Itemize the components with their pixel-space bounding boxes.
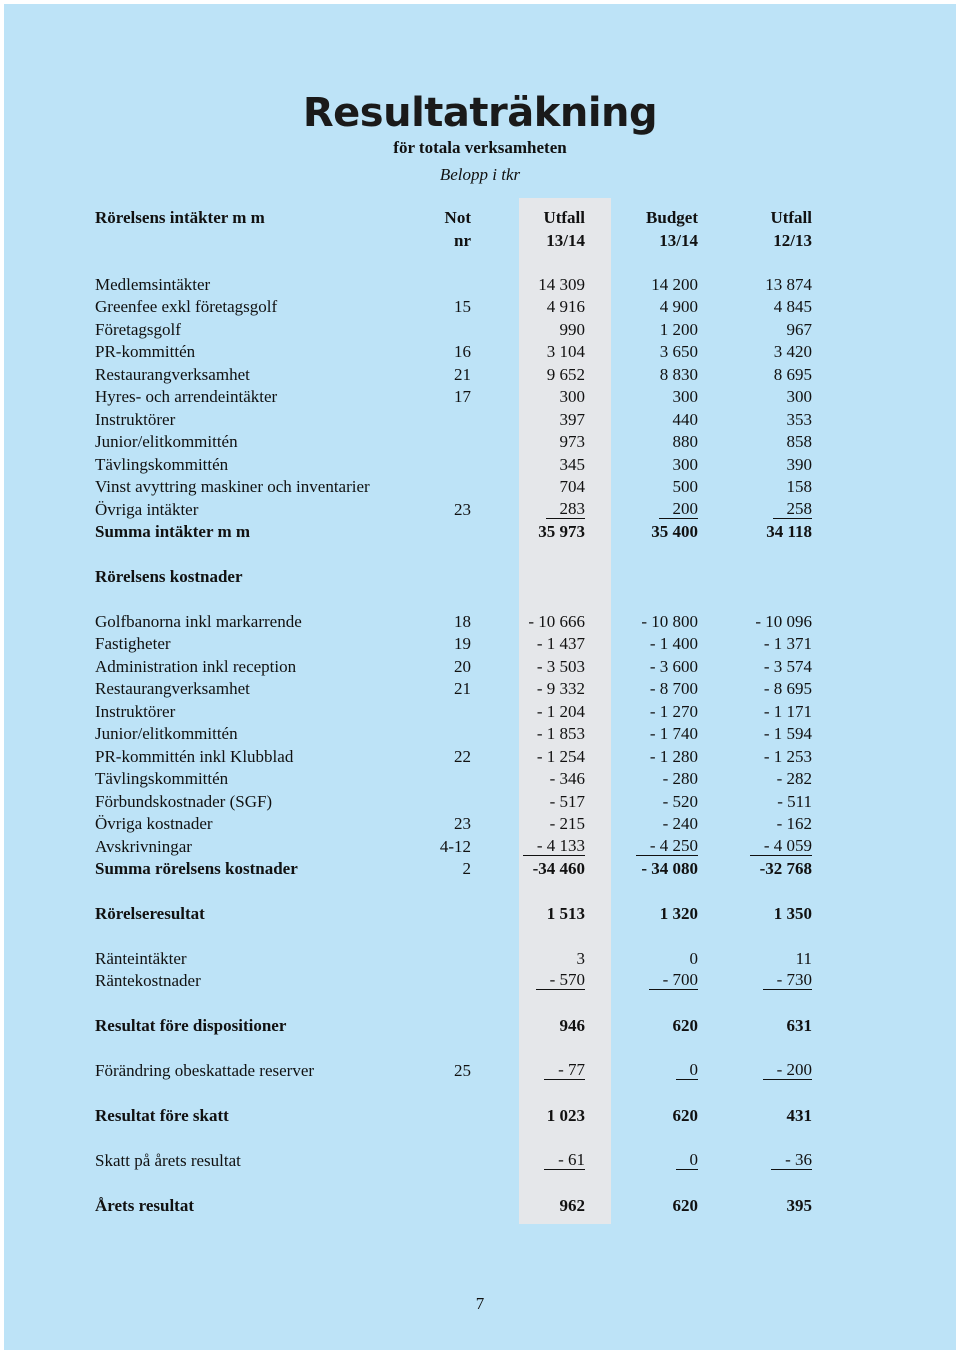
row-label: Årets resultat — [95, 1196, 194, 1215]
row-budget-1314: 0 — [676, 1060, 699, 1080]
row-label: Räntekostnader — [95, 971, 201, 990]
table-row — [4, 633, 956, 655]
row-utfall-1314: - 3 503 — [536, 657, 585, 676]
total-row-income — [4, 521, 956, 543]
row-budget-1314: - 3 600 — [649, 657, 698, 676]
row-label: PR-kommittén inkl Klubblad — [95, 747, 294, 766]
table-row — [4, 970, 956, 992]
row-utfall-1213: 11 — [795, 949, 812, 968]
row-utfall-1213: - 36 — [771, 1150, 812, 1170]
row-budget-1314: 14 200 — [651, 275, 698, 294]
table-row — [4, 813, 956, 835]
table-row — [4, 1060, 956, 1082]
row-utfall-1314: 14 309 — [538, 275, 585, 294]
section-heading-income: Rörelsens intäkter m m — [95, 208, 265, 227]
row-utfall-1213: - 282 — [776, 769, 812, 788]
row-note: 21 — [454, 365, 471, 384]
row-budget-1314: - 240 — [662, 814, 698, 833]
row-utfall-1314: - 61 — [544, 1150, 585, 1170]
row-label: Tävlingskommittén — [95, 769, 229, 788]
table-row — [4, 296, 956, 318]
table-row — [4, 499, 956, 521]
row-utfall-1314: - 1 437 — [536, 634, 585, 653]
header-col2-period: 13/14 — [659, 231, 698, 250]
page-number: 7 — [475, 1294, 485, 1313]
row-utfall-1314: 35 973 — [538, 522, 585, 541]
row-utfall-1314: 3 104 — [546, 342, 585, 361]
row-label: Ränteintäkter — [95, 949, 187, 968]
row-utfall-1213: - 511 — [777, 792, 812, 811]
row-label: Skatt på årets resultat — [95, 1151, 241, 1170]
table-row — [4, 386, 956, 408]
row-utfall-1314: 704 — [559, 477, 585, 496]
row-note: 4-12 — [439, 837, 471, 856]
section-heading-label: Rörelsens kostnader — [95, 567, 243, 586]
row-utfall-1314: 283 — [546, 499, 586, 519]
result-before-appropriations-row — [4, 1015, 956, 1037]
row-budget-1314: 4 900 — [659, 297, 698, 316]
row-label: Summa rörelsens kostnader — [95, 859, 298, 878]
table-row — [4, 836, 956, 858]
table-row — [4, 611, 956, 633]
section-heading-costs — [4, 566, 956, 588]
row-budget-1314: 1 320 — [659, 904, 698, 923]
row-utfall-1213: - 10 096 — [755, 612, 812, 631]
row-utfall-1314: - 346 — [549, 769, 585, 788]
row-budget-1314: - 1 740 — [649, 724, 698, 743]
row-label: Tävlingskommittén — [95, 455, 229, 474]
row-note: 20 — [454, 657, 471, 676]
row-budget-1314: 620 — [672, 1016, 698, 1035]
row-utfall-1213: 4 845 — [773, 297, 812, 316]
row-label: Hyres- och arrendeintäkter — [95, 387, 278, 406]
row-label: Företagsgolf — [95, 320, 181, 339]
row-utfall-1314: - 517 — [549, 792, 585, 811]
row-utfall-1314: 1 023 — [546, 1106, 585, 1125]
row-budget-1314: 35 400 — [651, 522, 698, 541]
row-budget-1314: - 10 800 — [641, 612, 698, 631]
row-label: Medlemsintäkter — [95, 275, 211, 294]
total-row-costs — [4, 858, 956, 880]
row-label: PR-kommittén — [95, 342, 196, 361]
row-utfall-1213: 858 — [786, 432, 812, 451]
row-budget-1314: 440 — [672, 410, 698, 429]
table-row — [4, 948, 956, 970]
row-note: 15 — [454, 297, 471, 316]
row-utfall-1314: 9 652 — [546, 365, 585, 384]
row-budget-1314: 1 200 — [659, 320, 698, 339]
table-row — [4, 431, 956, 453]
row-utfall-1213: - 4 059 — [750, 836, 812, 856]
row-utfall-1314: - 215 — [549, 814, 585, 833]
row-label: Rörelseresultat — [95, 904, 205, 923]
row-utfall-1213: - 1 253 — [763, 747, 812, 766]
row-budget-1314: - 8 700 — [649, 679, 698, 698]
row-label: Förändring obeskattade reserver — [95, 1061, 315, 1080]
row-budget-1314: - 4 250 — [636, 836, 698, 856]
row-utfall-1314: 973 — [559, 432, 585, 451]
row-budget-1314: - 700 — [649, 970, 698, 990]
row-utfall-1213: 390 — [786, 455, 812, 474]
row-utfall-1213: - 162 — [776, 814, 812, 833]
page-subtitle: för totala verksamheten — [393, 138, 567, 157]
row-utfall-1213: 3 420 — [773, 342, 812, 361]
row-utfall-1314: 946 — [559, 1016, 585, 1035]
row-budget-1314: 300 — [672, 455, 698, 474]
row-utfall-1213: 967 — [786, 320, 812, 339]
table-row — [4, 274, 956, 296]
row-budget-1314: 0 — [689, 949, 698, 968]
row-note: 19 — [454, 634, 471, 653]
result-before-tax-row — [4, 1105, 956, 1127]
column-header-row-2 — [4, 230, 956, 252]
row-label: Administration inkl reception — [95, 657, 297, 676]
row-budget-1314: 8 830 — [659, 365, 698, 384]
row-label: Förbundskostnader (SGF) — [95, 792, 273, 811]
row-utfall-1213: 353 — [786, 410, 812, 429]
row-utfall-1213: 158 — [786, 477, 812, 496]
row-label: Övriga intäkter — [95, 500, 199, 519]
column-header-row-1 — [4, 207, 956, 229]
row-utfall-1213: - 1 171 — [763, 702, 812, 721]
row-utfall-1213: - 1 371 — [763, 634, 812, 653]
row-utfall-1213: - 8 695 — [763, 679, 812, 698]
row-label: Fastigheter — [95, 634, 171, 653]
row-utfall-1213: - 730 — [763, 970, 812, 990]
table-row — [4, 1150, 956, 1172]
row-note: 16 — [454, 342, 471, 361]
row-label: Restaurangverksamhet — [95, 365, 250, 384]
row-note: 25 — [454, 1061, 471, 1080]
row-utfall-1213: 258 — [773, 499, 813, 519]
row-utfall-1314: - 77 — [544, 1060, 585, 1080]
row-utfall-1314: 4 916 — [546, 297, 585, 316]
header-note: Not — [444, 208, 471, 227]
row-budget-1314: 200 — [659, 499, 699, 519]
row-budget-1314: - 1 280 — [649, 747, 698, 766]
row-utfall-1314: 345 — [559, 455, 585, 474]
row-label: Greenfee exkl företagsgolf — [95, 297, 278, 316]
header-note-nr: nr — [454, 231, 471, 250]
row-budget-1314: 620 — [672, 1106, 698, 1125]
row-budget-1314: - 34 080 — [641, 859, 698, 878]
table-row — [4, 476, 956, 498]
row-utfall-1213: 34 118 — [766, 522, 812, 541]
row-budget-1314: 300 — [672, 387, 698, 406]
page-title: Resultaträkning — [302, 90, 658, 136]
row-utfall-1314: 3 — [576, 949, 585, 968]
row-label: Golfbanorna inkl markarrende — [95, 612, 302, 631]
table-row — [4, 791, 956, 813]
row-utfall-1213: -32 768 — [759, 859, 812, 878]
row-note: 23 — [454, 814, 471, 833]
row-utfall-1314: 990 — [559, 320, 585, 339]
net-result-row — [4, 1195, 956, 1217]
row-utfall-1213: 8 695 — [773, 365, 812, 384]
row-utfall-1314: - 1 853 — [536, 724, 585, 743]
header-col3: Utfall — [770, 208, 812, 227]
row-utfall-1314: - 4 133 — [523, 836, 585, 856]
header-col1-period: 13/14 — [546, 231, 585, 250]
table-row — [4, 768, 956, 790]
row-utfall-1213: - 1 594 — [763, 724, 812, 743]
row-utfall-1314: - 1 204 — [536, 702, 585, 721]
row-budget-1314: - 280 — [662, 769, 698, 788]
row-budget-1314: - 1 270 — [649, 702, 698, 721]
table-row — [4, 656, 956, 678]
row-note: 2 — [462, 859, 471, 878]
row-utfall-1213: 431 — [786, 1106, 812, 1125]
row-utfall-1213: - 3 574 — [763, 657, 812, 676]
row-utfall-1213: 13 874 — [765, 275, 812, 294]
row-label: Restaurangverksamhet — [95, 679, 250, 698]
table-row — [4, 319, 956, 341]
row-label: Summa intäkter m m — [95, 522, 251, 541]
row-utfall-1314: - 570 — [536, 970, 585, 990]
row-utfall-1314: 962 — [559, 1196, 585, 1215]
row-budget-1314: 500 — [672, 477, 698, 496]
row-budget-1314: 880 — [672, 432, 698, 451]
row-budget-1314: 0 — [676, 1150, 699, 1170]
row-label: Avskrivningar — [95, 837, 192, 856]
row-note: 23 — [454, 500, 471, 519]
row-note: 21 — [454, 679, 471, 698]
row-utfall-1213: 1 350 — [773, 904, 812, 923]
row-label: Instruktörer — [95, 410, 176, 429]
row-utfall-1213: - 200 — [763, 1060, 812, 1080]
table-row — [4, 341, 956, 363]
table-row — [4, 454, 956, 476]
row-utfall-1314: - 10 666 — [528, 612, 585, 631]
amount-unit-note: Belopp i tkr — [439, 165, 521, 184]
row-label: Vinst avyttring maskiner och inventarier — [95, 477, 370, 496]
row-budget-1314: 620 — [672, 1196, 698, 1215]
row-utfall-1213: 631 — [786, 1016, 812, 1035]
row-note: 17 — [454, 387, 471, 406]
row-label: Resultat före skatt — [95, 1106, 229, 1125]
header-col1: Utfall — [543, 208, 585, 227]
row-utfall-1213: 300 — [786, 387, 812, 406]
table-row — [4, 746, 956, 768]
table-row — [4, 678, 956, 700]
row-utfall-1314: 1 513 — [546, 904, 585, 923]
row-note: 22 — [454, 747, 471, 766]
row-label: Instruktörer — [95, 702, 176, 721]
row-utfall-1314: - 9 332 — [536, 679, 585, 698]
row-utfall-1314: 300 — [559, 387, 585, 406]
document-page — [4, 4, 956, 1350]
row-budget-1314: - 520 — [662, 792, 698, 811]
operating-result-row — [4, 903, 956, 925]
row-label: Junior/elitkommittén — [95, 432, 238, 451]
row-budget-1314: 3 650 — [659, 342, 698, 361]
row-label: Junior/elitkommittén — [95, 724, 238, 743]
row-utfall-1314: - 1 254 — [536, 747, 585, 766]
row-label: Resultat före dispositioner — [95, 1016, 287, 1035]
table-row — [4, 364, 956, 386]
table-row — [4, 723, 956, 745]
header-col2: Budget — [646, 208, 698, 227]
table-row — [4, 701, 956, 723]
table-row — [4, 409, 956, 431]
header-col3-period: 12/13 — [773, 231, 812, 250]
row-utfall-1213: 395 — [786, 1196, 812, 1215]
row-utfall-1314: 397 — [559, 410, 585, 429]
row-budget-1314: - 1 400 — [649, 634, 698, 653]
row-utfall-1314: -34 460 — [532, 859, 585, 878]
row-note: 18 — [454, 612, 471, 631]
row-label: Övriga kostnader — [95, 814, 213, 833]
